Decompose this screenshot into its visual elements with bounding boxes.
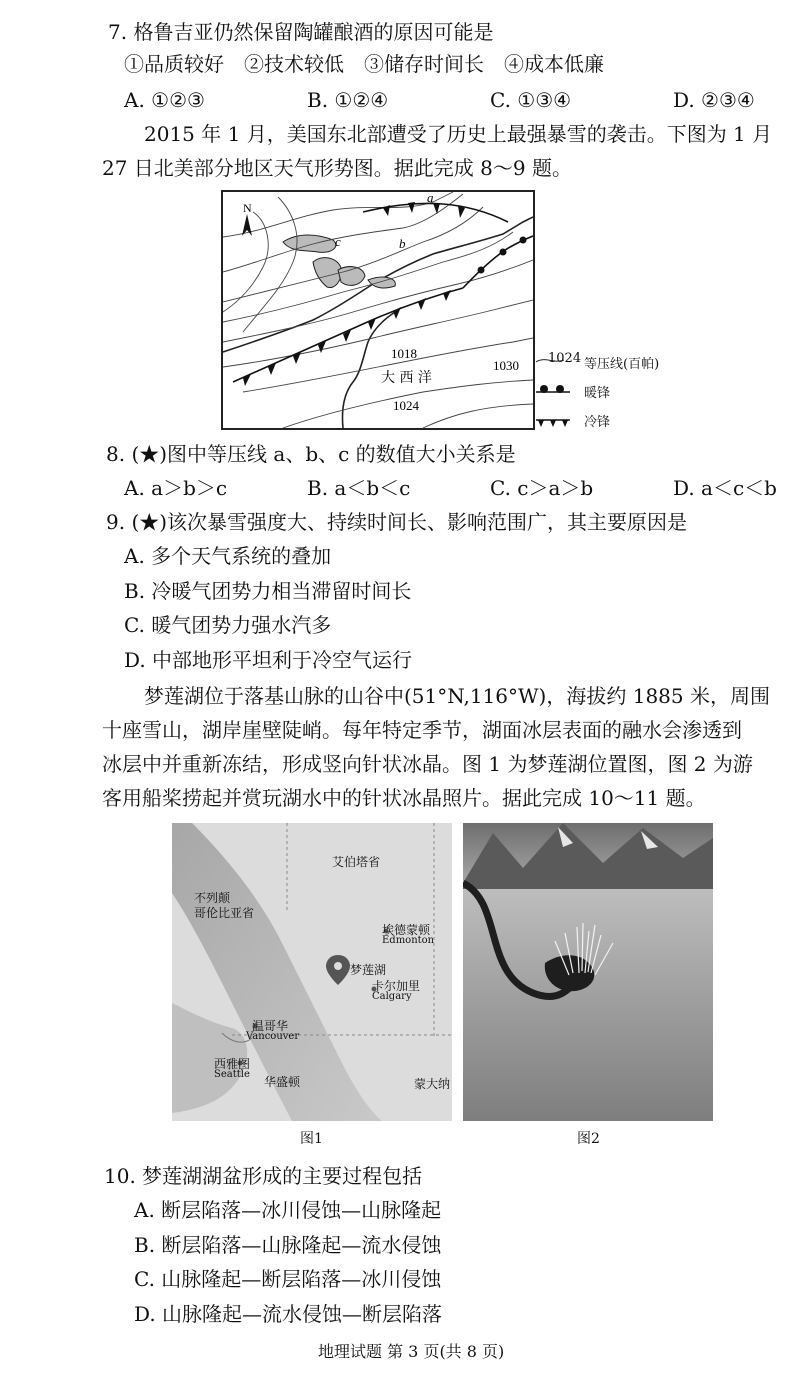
- q9-option-d: D. 中部地形平坦利于冷空气运行: [124, 648, 413, 672]
- q10-stem: 10. 梦莲湖湖盆形成的主要过程包括: [104, 1164, 423, 1188]
- q7-items: ①品质较好 ②技术较低 ③储存时间长 ④成本低廉: [124, 52, 604, 76]
- q10-option-d: D. 山脉隆起—流水侵蚀—断层陷落: [134, 1302, 443, 1326]
- q9-option-c: C. 暖气团势力强水汽多: [124, 613, 332, 637]
- map-label-bc-1: 不列颠: [194, 891, 231, 905]
- intro-10-11-line2: 十座雪山，湖岸崖壁陡峭。每年特定季节，湖面冰层表面的融水会渗透到: [102, 718, 742, 742]
- isobar-label-a: a: [427, 192, 434, 205]
- isobar-value-1024: 1024: [393, 398, 419, 413]
- figure-2-caption: 图2: [577, 1131, 600, 1147]
- legend-isobar-value: 1024: [548, 351, 582, 366]
- q7-option-d: D. ②③④: [673, 88, 755, 112]
- q10-option-c: C. 山脉隆起—断层陷落—冰川侵蚀: [134, 1267, 442, 1291]
- q7-stem: 7. 格鲁吉亚仍然保留陶罐酿酒的原因可能是: [108, 20, 494, 44]
- q8-option-b: B. a＜b＜c: [307, 476, 411, 500]
- intro-8-9-line1: 2015 年 1 月，美国东北部遭受了历史上最强暴雪的袭击。下图为 1 月: [144, 122, 773, 146]
- q8-option-d: D. a＜c＜b: [673, 476, 777, 500]
- map-label-seattle-en: Seattle: [214, 1069, 250, 1080]
- q8-option-c: C. c＞a＞b: [490, 476, 594, 500]
- intro-10-11-line1: 梦莲湖位于落基山脉的山谷中(51°N,116°W)，海拔约 1885 米，周围: [144, 684, 770, 708]
- q10-option-a: A. 断层陷落—冰川侵蚀—山脉隆起: [134, 1198, 442, 1222]
- q8-option-a: A. a＞b＞c: [124, 476, 228, 500]
- q10-option-b: B. 断层陷落—山脉隆起—流水侵蚀: [134, 1233, 442, 1257]
- page-footer: 地理试题 第 3 页(共 8 页): [318, 1342, 505, 1361]
- q9-stem: 9. (★)该次暴雪强度大、持续时间长、影响范围广，其主要原因是: [106, 510, 688, 534]
- intro-10-11-line3: 冰层中并重新冻结，形成竖向针状冰晶。图 1 为梦莲湖位置图，图 2 为游: [102, 752, 753, 776]
- map-label-lake: 梦莲湖: [350, 963, 387, 977]
- q7-option-c: C. ①③④: [490, 88, 572, 112]
- figure-2-svg: [463, 823, 713, 1121]
- north-label: N: [243, 201, 252, 215]
- map-label-edmonton-cn: 埃德蒙顿: [382, 923, 431, 937]
- isobar-label-c: c: [335, 234, 341, 249]
- map-label-edmonton-en: Edmonton: [382, 935, 435, 946]
- q9-option-a: A. 多个天气系统的叠加: [124, 544, 332, 568]
- figure-2-photo: [463, 823, 713, 1121]
- weather-map-svg: [223, 192, 533, 428]
- intro-8-9-line2: 27 日北美部分地区天气形势图。据此完成 8～9 题。: [102, 156, 572, 180]
- map-label-bc-2: 哥伦比亚省: [194, 906, 255, 920]
- figure-1-caption: 图1: [300, 1131, 323, 1147]
- legend-warm-front: 暖锋: [584, 386, 611, 401]
- q7-option-a: A. ①②③: [124, 88, 205, 112]
- map-label-washington: 华盛顿: [264, 1075, 301, 1089]
- map-label-montana: 蒙大纳: [414, 1077, 451, 1091]
- weather-map: [221, 190, 535, 430]
- map-label-vancouver-cn: 温哥华: [252, 1019, 289, 1033]
- isobar-label-b: b: [399, 236, 406, 251]
- q8-stem: 8. (★)图中等压线 a、b、c 的数值大小关系是: [106, 442, 516, 466]
- isobar-value-1018: 1018: [391, 346, 417, 361]
- map-label-calgary-cn: 卡尔加里: [372, 979, 421, 993]
- map-label-vancouver-en: Vancouver: [246, 1031, 300, 1042]
- figure-1-location-map: [172, 823, 452, 1121]
- legend-isobar: 等压线(百帕): [584, 357, 660, 372]
- intro-10-11-line4: 客用船桨捞起并赏玩湖水中的针状冰晶照片。据此完成 10～11 题。: [102, 786, 706, 810]
- legend-cold-front: 冷锋: [584, 415, 611, 430]
- map-label-seattle-cn: 西雅图: [214, 1057, 251, 1071]
- q7-option-b: B. ①②④: [307, 88, 389, 112]
- ocean-label: 大 西 洋: [381, 370, 432, 386]
- isobar-value-1030: 1030: [493, 358, 519, 373]
- map-label-alberta: 艾伯塔省: [332, 855, 381, 869]
- map-label-calgary-en: Calgary: [372, 991, 412, 1002]
- q9-option-b: B. 冷暖气团势力相当滞留时间长: [124, 579, 412, 603]
